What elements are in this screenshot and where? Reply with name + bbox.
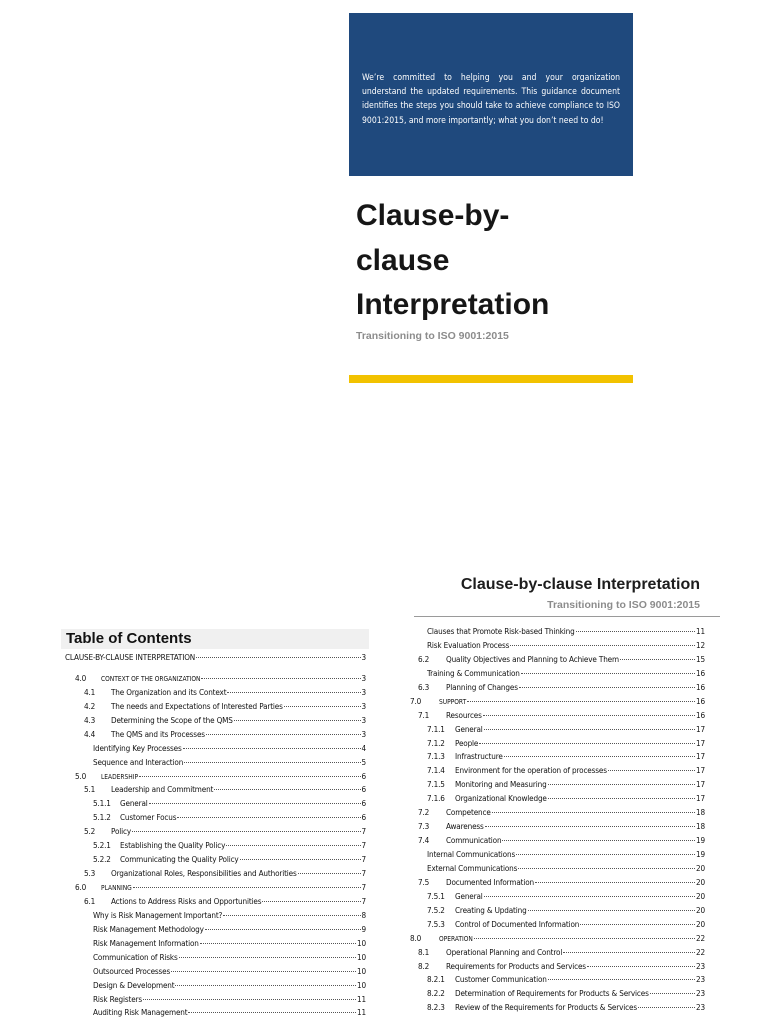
toc-entry-page: 17 (696, 751, 705, 762)
intro-text: We’re committed to helping you and your organization understand the updated requirements. This guidance document identifies the steps you should take to achieve compliance to ISO 9001:2015, and more importantly; what you don’t need to do! (362, 73, 620, 126)
toc-entry[interactable] (408, 863, 705, 877)
toc-entry[interactable] (408, 751, 705, 765)
toc-dot-leader (201, 678, 360, 679)
toc-entry-page: 22 (696, 932, 705, 943)
toc-entry-page: 23 (696, 960, 705, 971)
toc-dot-leader (510, 645, 695, 646)
toc-entry-title: Identifying Key Processes (93, 742, 182, 753)
toc-entry[interactable] (408, 710, 705, 724)
toc-entry-title: General (455, 890, 483, 901)
toc-entry[interactable] (65, 966, 366, 980)
toc-entry-title: Actions to Address Risks and Opportunities (111, 895, 262, 906)
toc-dot-leader (576, 631, 695, 632)
toc-entry[interactable] (408, 765, 705, 779)
toc-entry[interactable] (408, 1002, 705, 1016)
toc-entry[interactable] (408, 626, 705, 640)
toc-dot-leader (620, 659, 695, 660)
toc-entry[interactable] (408, 988, 705, 1002)
toc-entry-page: 20 (696, 904, 705, 915)
toc-dot-leader (519, 687, 695, 688)
toc-entry-page: 7 (361, 826, 366, 837)
toc-entry-title: SUPPORT (439, 697, 467, 706)
toc-dot-leader (240, 859, 361, 860)
toc-dot-leader (177, 817, 360, 818)
toc-entry[interactable] (408, 974, 705, 988)
toc-entry-number: 4.2 (84, 700, 96, 711)
toc-entry-number: 5.2.2 (93, 854, 111, 865)
toc-entry-title: Requirements for Products and Services (446, 960, 586, 971)
toc-entry-number: 7.1.1 (427, 723, 445, 734)
toc-entry-page: 11 (357, 993, 366, 1004)
toc-entry[interactable] (65, 798, 366, 812)
toc-entry-page: 6 (361, 812, 366, 823)
toc-entry-title: OPERATION (439, 934, 473, 943)
toc-entry-number: 4.0 (75, 672, 87, 683)
toc-entry[interactable] (65, 812, 366, 826)
toc-entry-title: Auditing Risk Management (93, 1007, 188, 1018)
toc-entry-title: Sequence and Interaction (93, 756, 184, 767)
toc-entry-number: 7.1.3 (427, 751, 445, 762)
toc-entry-title: Awareness (446, 821, 484, 832)
cover-title (356, 194, 616, 328)
toc-entry-page: 7 (361, 854, 366, 865)
toc-entry-number: 8.2.2 (427, 988, 445, 999)
toc-dot-leader (548, 798, 695, 799)
toc-entry-title: CONTEXT OF THE ORGANIZATION (101, 674, 201, 683)
toc-entry-page: 11 (357, 1007, 366, 1018)
toc-entry-page: 10 (357, 951, 366, 962)
toc-entry-number: 7.5.3 (427, 918, 445, 929)
toc-entry-page: 20 (696, 890, 705, 901)
toc-entry-page: 10 (357, 979, 366, 990)
toc-dot-leader (608, 770, 695, 771)
toc-entry[interactable] (408, 835, 705, 849)
toc-entry-page: 17 (696, 793, 705, 804)
toc-entry-number: 7.2 (418, 807, 430, 818)
toc-dot-leader (483, 715, 695, 716)
toc-dot-leader (226, 845, 360, 846)
toc-dot-leader (149, 803, 361, 804)
toc-entry[interactable] (65, 994, 366, 1008)
toc-dot-leader (206, 734, 361, 735)
toc-entry-title: Communication (446, 835, 502, 846)
toc-entry-title: Customer Communication (455, 974, 547, 985)
toc-dot-leader (504, 756, 695, 757)
toc-entry-title: Customer Focus (120, 812, 177, 823)
intro-panel (349, 13, 633, 176)
toc-entry-title: Monitoring and Measuring (455, 779, 547, 790)
toc-entry[interactable] (65, 854, 366, 868)
toc-entry-title: Organizational Knowledge (455, 793, 547, 804)
toc-dot-leader (133, 887, 361, 888)
toc-entry[interactable] (408, 919, 705, 933)
toc-entry[interactable] (65, 687, 366, 701)
toc-entry-title: The QMS and its Processes (111, 728, 205, 739)
cover-subtitle: Transitioning to ISO 9001:2015 (356, 330, 509, 342)
toc-entry-title: Risk Registers (93, 993, 143, 1004)
toc-entry-page: 6 (361, 784, 366, 795)
toc-entry-title: Creating & Updating (455, 904, 527, 915)
toc-dot-leader (184, 762, 360, 763)
toc-entry[interactable] (65, 715, 366, 729)
toc-dot-leader (284, 706, 361, 707)
toc-entry-title: Design & Development (93, 979, 175, 990)
toc-entry-title: Training & Communication (427, 667, 520, 678)
toc-entry-page: 4 (361, 742, 366, 753)
toc-entry[interactable] (408, 821, 705, 835)
toc-entry-number: 5.3 (84, 868, 96, 879)
toc-dot-leader (502, 840, 695, 841)
toc-entry-title: Operational Planning and Control (446, 946, 563, 957)
toc-entry[interactable] (65, 673, 366, 687)
toc-dot-leader (484, 729, 695, 730)
running-header-subtitle: Transitioning to ISO 9001:2015 (547, 599, 700, 611)
toc-entry[interactable] (65, 701, 366, 715)
toc-dot-leader (638, 1007, 695, 1008)
toc-entry-page: 10 (357, 965, 366, 976)
toc-entry[interactable] (408, 654, 705, 668)
toc-entry-page: 20 (696, 876, 705, 887)
toc-entry-title: Internal Communications (427, 849, 516, 859)
toc-entry[interactable] (65, 980, 366, 994)
toc-entry-number: 6.3 (418, 681, 430, 692)
header-divider (414, 616, 720, 617)
toc-entry-number: 8.1 (418, 946, 430, 957)
toc-entry-number: 7.3 (418, 821, 430, 832)
toc-heading: Table of Contents (61, 629, 369, 649)
toc-entry-title: Leadership and Commitment (111, 784, 214, 795)
toc-entry-title: CLAUSE-BY-CLAUSE INTERPRETATION (65, 652, 196, 662)
toc-entry-page: 5 (361, 756, 366, 767)
toc-entry-number: 4.1 (84, 686, 96, 697)
toc-entry[interactable] (65, 757, 366, 771)
toc-entry-page: 10 (357, 937, 366, 948)
toc-dot-leader (521, 673, 695, 674)
toc-entry-title: Risk Evaluation Process (427, 639, 510, 650)
toc-entry[interactable] (408, 779, 705, 793)
toc-dot-leader (650, 993, 695, 994)
toc-entry-title: PLANNING (101, 884, 132, 892)
toc-entry-number: 7.4 (418, 835, 430, 846)
toc-entry-page: 16 (696, 695, 705, 706)
toc-entry-title: Infrastructure (455, 751, 503, 762)
toc-entry-number: 7.5.1 (427, 890, 445, 901)
toc-dot-leader (587, 966, 695, 967)
toc-dot-leader (516, 854, 695, 855)
toc-entry[interactable] (65, 771, 366, 785)
toc-dot-leader (227, 692, 360, 693)
toc-entry-title: Outsourced Processes (93, 965, 171, 976)
toc-entry-title: Communication of Risks (93, 951, 178, 962)
toc-entry-page: 17 (696, 779, 705, 790)
toc-entry[interactable] (408, 640, 705, 654)
toc-entry[interactable] (65, 882, 366, 896)
toc-entry[interactable] (65, 938, 366, 952)
toc-entry[interactable] (65, 840, 366, 854)
cover-title-line: Interpretation (356, 288, 550, 321)
toc-entry-title: Policy (111, 826, 132, 837)
toc-dot-leader (183, 748, 361, 749)
toc-entry-page: 7 (361, 840, 366, 851)
toc-entry-page: 7 (361, 882, 366, 892)
toc-dot-leader (479, 743, 695, 744)
toc-dot-leader (179, 957, 356, 958)
toc-entry-number: 6.2 (418, 653, 430, 664)
toc-entry-title: General (455, 723, 483, 734)
toc-entry-page: 15 (696, 653, 705, 664)
toc-dot-leader (188, 1012, 356, 1013)
toc-dot-leader (548, 784, 695, 785)
toc-entry[interactable] (65, 652, 366, 666)
toc-entry-page: 16 (696, 667, 705, 678)
toc-entry[interactable] (408, 682, 705, 696)
toc-entry[interactable] (65, 784, 366, 798)
toc-entry-number: 8.2.3 (427, 1002, 445, 1013)
toc-entry-number: 6.0 (75, 882, 87, 892)
toc-entry-page: 8 (361, 909, 366, 920)
toc-entry-number: 7.1.4 (427, 765, 445, 776)
toc-entry-page: 16 (696, 681, 705, 692)
toc-dot-leader (563, 952, 695, 953)
toc-entry-page: 17 (696, 723, 705, 734)
toc-entry-page: 3 (361, 714, 366, 725)
toc-dot-leader (132, 831, 361, 832)
toc-entry-title: The Organization and its Context (111, 686, 227, 697)
toc-entry[interactable] (65, 924, 366, 938)
toc-entry-page: 20 (696, 918, 705, 929)
toc-entry-number: 7.1.6 (427, 793, 445, 804)
toc-dot-leader (200, 943, 356, 944)
toc-dot-leader (175, 985, 356, 986)
toc-entry-title: Determining the Scope of the QMS (111, 714, 233, 725)
toc-dot-leader (196, 657, 360, 658)
toc-dot-leader (298, 873, 361, 874)
toc-entry-number: 5.1.2 (93, 812, 111, 823)
toc-entry[interactable] (65, 826, 366, 840)
running-header-title: Clause-by-clause Interpretation (460, 576, 700, 593)
toc-entry[interactable] (408, 696, 705, 710)
toc-entry-number: 8.2.1 (427, 974, 445, 985)
toc-entry-number: 7.5 (418, 876, 430, 887)
toc-dot-leader (223, 915, 360, 916)
toc-entry-page: 20 (696, 862, 705, 873)
toc-left-column (65, 652, 366, 1021)
toc-entry-number: 7.0 (410, 695, 422, 706)
toc-dot-leader (484, 896, 695, 897)
toc-entry-number: 7.1 (418, 709, 430, 720)
toc-entry-title: Resources (446, 709, 482, 720)
toc-entry[interactable] (408, 877, 705, 891)
toc-entry-title: Environment for the operation of processes (455, 765, 607, 776)
toc-entry-page: 7 (361, 868, 366, 879)
toc-entry-page: 3 (361, 728, 366, 739)
toc-entry-title: Review of the Requirements for Products & Services (455, 1002, 637, 1013)
toc-entry-page: 18 (696, 807, 705, 818)
toc-entry[interactable] (65, 952, 366, 966)
toc-dot-leader (492, 812, 695, 813)
toc-entry-number: 8.0 (410, 932, 422, 943)
toc-entry[interactable] (65, 910, 366, 924)
toc-dot-leader (518, 868, 695, 869)
toc-entry-page: 6 (361, 770, 366, 781)
toc-entry-page: 3 (361, 672, 366, 683)
toc-entry-number: 7.1.2 (427, 737, 445, 748)
toc-entry[interactable] (408, 933, 705, 947)
toc-entry-title: Competence (446, 807, 491, 818)
toc-entry[interactable] (65, 743, 366, 757)
toc-entry-page: 16 (696, 709, 705, 720)
toc-entry-number: 8.2 (418, 960, 430, 971)
toc-entry-number: 5.1 (84, 784, 96, 795)
accent-bar (349, 375, 633, 383)
toc-entry-title: Organizational Roles, Responsibilities and Authorities (111, 868, 297, 879)
toc-dot-leader (485, 826, 695, 827)
toc-dot-leader (143, 999, 356, 1000)
toc-entry-title: Why is Risk Management Important? (93, 909, 223, 920)
toc-dot-leader (171, 971, 356, 972)
toc-entry-title: Clauses that Promote Risk-based Thinking (427, 626, 575, 636)
toc-entry[interactable] (408, 724, 705, 738)
toc-entry-title: People (455, 737, 479, 748)
toc-right-column (408, 626, 705, 1016)
toc-dot-leader (467, 701, 695, 702)
toc-entry[interactable] (65, 896, 366, 910)
toc-entry[interactable] (65, 868, 366, 882)
toc-entry[interactable] (65, 729, 366, 743)
toc-entry-title: Communicating the Quality Policy (120, 854, 239, 865)
toc-dot-leader (580, 924, 695, 925)
toc-entry-title: Establishing the Quality Policy (120, 840, 226, 851)
toc-entry-number: 7.1.5 (427, 779, 445, 790)
toc-entry-page: 22 (696, 946, 705, 957)
toc-entry-title: LEADERSHIP (101, 772, 139, 781)
toc-entry-page: 11 (696, 626, 705, 636)
toc-dot-leader (234, 720, 361, 721)
toc-entry-page: 12 (696, 639, 705, 650)
cover-title-line: Clause-by- (356, 199, 510, 232)
toc-dot-leader (548, 979, 695, 980)
toc-entry-page: 19 (696, 849, 705, 859)
toc-dot-leader (139, 776, 360, 777)
toc-entry[interactable] (408, 807, 705, 821)
toc-entry-number: 5.2 (84, 826, 96, 837)
toc-entry-number: 6.1 (84, 895, 96, 906)
toc-entry-title: Risk Management Information (93, 937, 199, 948)
toc-entry-title: The needs and Expectations of Interested Parties (111, 700, 283, 711)
toc-entry[interactable] (408, 668, 705, 682)
toc-entry-page: 18 (696, 821, 705, 832)
toc-entry-number: 4.3 (84, 714, 96, 725)
toc-entry-number: 5.2.1 (93, 840, 111, 851)
cover-title-line: clause (356, 243, 450, 277)
toc-entry-page: 9 (361, 923, 366, 934)
toc-entry[interactable] (65, 1007, 366, 1021)
toc-entry[interactable] (408, 793, 705, 807)
toc-entry-page: 3 (361, 700, 366, 711)
toc-entry-number: 4.4 (84, 728, 96, 739)
toc-entry[interactable] (408, 905, 705, 919)
toc-entry-title: Documented Information (446, 876, 534, 887)
toc-entry-page: 19 (696, 835, 705, 846)
toc-entry-title: Quality Objectives and Planning to Achieve Them (446, 653, 619, 664)
toc-entry-page: 17 (696, 765, 705, 776)
toc-entry-title: Control of Documented Information (455, 918, 580, 929)
toc-entry-number: 7.5.2 (427, 904, 445, 915)
toc-dot-leader (535, 882, 695, 883)
toc-entry-page: 23 (696, 974, 705, 985)
toc-entry-title: Determination of Requirements for Products & Services (455, 988, 649, 999)
toc-entry-title: External Communications (427, 862, 518, 873)
toc-entry-title: Planning of Changes (446, 681, 518, 692)
toc-dot-leader (205, 929, 361, 930)
toc-entry-page: 23 (696, 988, 705, 999)
toc-entry-page: 23 (696, 1002, 705, 1013)
toc-entry-title: Risk Management Methodology (93, 923, 204, 934)
toc-dot-leader (262, 901, 360, 902)
toc-dot-leader (528, 910, 695, 911)
toc-entry-page: 3 (361, 686, 366, 697)
toc-dot-leader (474, 938, 695, 939)
toc-entry-page: 17 (696, 737, 705, 748)
toc-entry[interactable] (408, 961, 705, 975)
toc-entry-page: 3 (361, 652, 366, 662)
toc-entry[interactable] (408, 738, 705, 752)
toc-entry[interactable] (408, 947, 705, 961)
toc-entry-number: 5.0 (75, 770, 87, 781)
toc-entry-page: 7 (361, 895, 366, 906)
toc-entry[interactable] (408, 849, 705, 863)
toc-dot-leader (214, 789, 360, 790)
toc-entry-title: General (120, 798, 148, 809)
toc-entry-page: 6 (361, 798, 366, 809)
toc-entry[interactable] (408, 891, 705, 905)
toc-entry-number: 5.1.1 (93, 798, 111, 809)
